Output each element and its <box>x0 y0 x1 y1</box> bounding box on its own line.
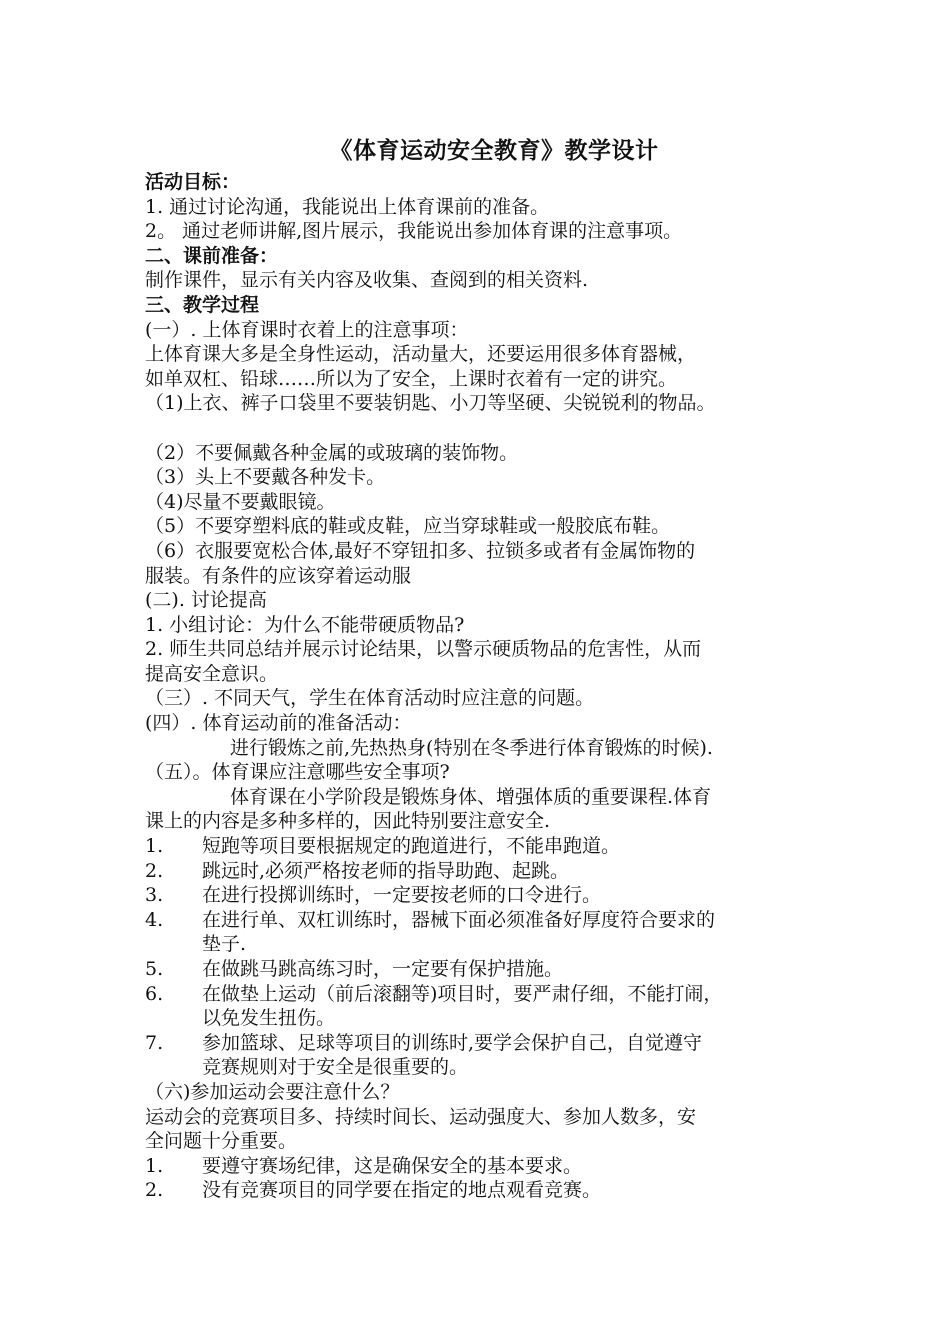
paragraph-line: (一）. 上体育课时衣着上的注意事项： <box>145 318 469 341</box>
paragraph-line: （3）头上不要戴各种发卡。 <box>145 466 386 489</box>
paragraph-line: （五）。体育课应注意哪些安全事项? <box>145 761 450 784</box>
list-item-number: 7. <box>145 1031 164 1054</box>
paragraph-line: 课上的内容是多种多样的，因此特别要注意安全. <box>145 810 551 833</box>
list-item-number: 6. <box>145 982 164 1005</box>
list-item <box>145 859 835 884</box>
list-item <box>145 957 835 982</box>
list-item-text: 要遵守赛场纪律，这是确保安全的基本要求。 <box>202 1154 583 1177</box>
paragraph-line: （4)尽量不要戴眼镜。 <box>145 490 336 513</box>
section-heading: 活动目标： <box>145 171 241 193</box>
paragraph-line: 竞赛规则对于安全是很重要的。 <box>202 1056 469 1079</box>
list-item <box>145 1031 835 1056</box>
paragraph-line: （1)上衣、裤子口袋里不要装钥匙、小刀等坚硬、尖锐锐利的物品。 <box>145 392 716 415</box>
list-item <box>145 883 835 908</box>
list-item <box>145 834 835 859</box>
paragraph-line: 全问题十分重要。 <box>145 1130 298 1153</box>
paragraph-line: 制作课件，显示有关内容及收集、查阅到的相关资料. <box>145 269 589 292</box>
paragraph-line: 进行锻炼之前,先热热身(特别在冬季进行体育锻炼的时候). <box>230 736 713 759</box>
list-item-text: 跳远时,必须严格按老师的指导助跑、起跳。 <box>202 859 570 882</box>
paragraph-line: 提高安全意识。 <box>145 662 279 685</box>
paragraph-line: 垫子. <box>202 933 247 956</box>
paragraph-line: （2）不要佩戴各种金属的或玻璃的装饰物。 <box>145 441 519 464</box>
section-heading: 二、课前准备： <box>145 244 279 267</box>
list-item <box>145 1178 835 1203</box>
paragraph-line: 1. 小组讨论：为什么不能带硬质物品? <box>145 613 465 636</box>
paragraph-line: 服装。有条件的应该穿着运动服 <box>145 564 412 587</box>
list-item-number: 2. <box>145 1179 164 1202</box>
paragraph-line: 体育课在小学阶段是锻炼身体、增强体质的重要课程.体育 <box>230 785 712 808</box>
list-item-text: 在进行单、双杠训练时，器械下面必须准备好厚度符合要求的 <box>202 908 716 931</box>
section-heading: 三、教学过程 <box>145 293 260 316</box>
list-item <box>145 982 835 1007</box>
paragraph-line: 上体育课大多是全身性运动，活动量大，还要运用很多体育器械， <box>145 343 697 366</box>
paragraph-line: 运动会的竞赛项目多、持续时间长、运动强度大、参加人数多，安 <box>145 1105 697 1128</box>
paragraph-line: （6）衣服要宽松合体,最好不穿钮扣多、拉锁多或者有金属饰物的 <box>145 539 696 562</box>
list-item <box>145 908 835 933</box>
document-page <box>145 134 835 1203</box>
list-item-text: 没有竞赛项目的同学要在指定的地点观看竞赛。 <box>202 1179 602 1202</box>
list-item-number: 1. <box>145 835 164 858</box>
paragraph-line: 2. 师生共同总结并展示讨论结果，以警示硬质物品的危害性，从而 <box>145 638 702 661</box>
blank-line <box>145 416 835 441</box>
list-item-number: 1. <box>145 1154 164 1177</box>
list-item-number: 2. <box>145 859 164 882</box>
paragraph-line: （5）不要穿塑料底的鞋或皮鞋，应当穿球鞋或一般胶底布鞋。 <box>145 515 671 538</box>
paragraph-line: (二). 讨论提高 <box>145 589 267 612</box>
list-item-number: 3. <box>145 884 164 907</box>
paragraph-line: （六)参加运动会要注意什么？ <box>145 1080 400 1103</box>
list-item <box>145 1154 835 1179</box>
list-item-text: 在进行投掷训练时，一定要按老师的口令进行。 <box>202 884 602 907</box>
list-item-text: 在做跳马跳高练习时，一定要有保护措施。 <box>202 958 564 980</box>
list-item-number: 5. <box>145 958 164 980</box>
document-body <box>145 170 835 1203</box>
paragraph-line: （三）. 不同天气，学生在体育活动时应注意的问题。 <box>145 687 595 710</box>
paragraph-line: 1. 通过讨论沟通，我能说出上体育课前的准备。 <box>145 195 550 218</box>
paragraph-line: (四）. 体育运动前的准备活动： <box>145 712 412 735</box>
paragraph-line: 2。 通过老师讲解,图片展示，我能说出参加体育课的注意事项。 <box>145 220 683 243</box>
paragraph-line: 如单双杠、铅球……所以为了安全，上课时衣着有一定的讲究。 <box>145 367 678 390</box>
list-item-text: 在做垫上运动（前后滚翻等)项目时，要严肃仔细，不能打闹， <box>202 982 723 1005</box>
document-title: 《体育运动安全教育》教学设计 <box>329 138 659 164</box>
list-item-text: 短跑等项目要根据规定的跑道进行，不能串跑道。 <box>202 835 621 858</box>
list-item-text: 参加篮球、足球等项目的训练时,要学会保护自己，自觉遵守 <box>202 1031 703 1054</box>
paragraph-line: 以免发生扭伤。 <box>202 1007 336 1030</box>
list-item-number: 4. <box>145 908 164 931</box>
